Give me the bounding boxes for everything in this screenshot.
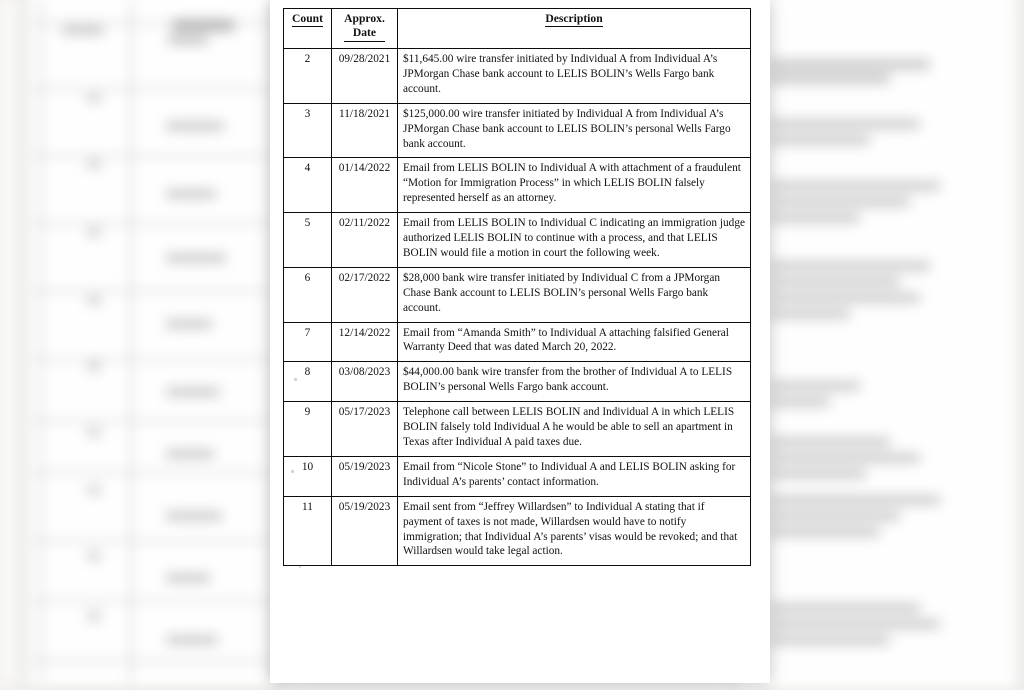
background-page-right	[738, 0, 1016, 690]
document-page	[270, 0, 770, 683]
table-row	[284, 402, 751, 457]
cell-count: 3	[284, 103, 332, 158]
cell-description: $11,645.00 wire transfer initiated by Individual A from Individual A’s JPMorgan Chase bank account to LELIS BOLIN’s Wells Fargo bank account.	[398, 48, 751, 103]
background-document-left	[0, 0, 300, 683]
table-row	[284, 456, 751, 496]
cell-date: 05/17/2023	[332, 402, 398, 457]
cell-date: 01/14/2022	[332, 158, 398, 213]
cell-description: Telephone call between LELIS BOLIN and Individual A in which LELIS BOLIN falsely told Individual A he would be able to sell an apartment in Texas after Individual A paid taxes due.	[398, 402, 751, 457]
cell-date: 12/14/2022	[332, 322, 398, 362]
cell-count: 2	[284, 48, 332, 103]
table-row	[284, 362, 751, 402]
cell-description: Email sent from “Jeffrey Willardsen” to Individual A stating that if payment of taxes is not made, Willardsen would have to notify immigration; that Individual A’s parents’ visas would be revoked; and that Willardsen would take legal action.	[398, 496, 751, 566]
cell-count: 5	[284, 213, 332, 268]
table-header-row	[284, 9, 751, 49]
column-header-date	[332, 9, 398, 49]
cell-date: 02/11/2022	[332, 213, 398, 268]
cell-description: Email from LELIS BOLIN to Individual A with attachment of a fraudulent “Motion for Immigration Process” in which LELIS BOLIN falsely represented herself as an attorney.	[398, 158, 751, 213]
cell-date: 05/19/2023	[332, 456, 398, 496]
cell-count: 4	[284, 158, 332, 213]
cell-count: 7	[284, 322, 332, 362]
cell-description: $125,000.00 wire transfer initiated by Individual A from Individual A’s JPMorgan Chase bank account to LELIS BOLIN’s personal Wells Fargo bank account.	[398, 103, 751, 158]
table-row	[284, 158, 751, 213]
table-row	[284, 48, 751, 103]
cell-date: 11/18/2021	[332, 103, 398, 158]
background-page-left	[28, 0, 278, 688]
cell-date: 02/17/2022	[332, 267, 398, 322]
table-row	[284, 267, 751, 322]
column-header-count	[284, 9, 332, 49]
cell-description: $44,000.00 bank wire transfer from the brother of Individual A to LELIS BOLIN’s personal Wells Fargo bank account.	[398, 362, 751, 402]
cell-description: Email from LELIS BOLIN to Individual C indicating an immigration judge authorized LELIS BOLIN to continue with a process, and that LELIS BOLIN would file a motion in court the following week.	[398, 213, 751, 268]
column-header-date-label	[344, 12, 385, 42]
table-row	[284, 103, 751, 158]
counts-table	[283, 8, 751, 566]
cell-date: 05/19/2023	[332, 496, 398, 566]
cell-date: 03/08/2023	[332, 362, 398, 402]
cell-count: 9	[284, 402, 332, 457]
table-row	[284, 496, 751, 566]
cell-count: 11	[284, 496, 332, 566]
column-header-date-line1: Approx.	[344, 12, 385, 25]
table-body	[284, 48, 751, 565]
cell-count: 8	[284, 362, 332, 402]
column-header-description	[398, 9, 751, 49]
cell-count: 10	[284, 456, 332, 496]
cell-count: 6	[284, 267, 332, 322]
cell-date: 09/28/2021	[332, 48, 398, 103]
table-row	[284, 213, 751, 268]
table-row	[284, 322, 751, 362]
cell-description: Email from “Amanda Smith” to Individual A attaching falsified General Warranty Deed that was dated March 20, 2022.	[398, 322, 751, 362]
table-header	[284, 9, 751, 49]
column-header-description-label: Description	[545, 12, 602, 27]
cell-description: $28,000 bank wire transfer initiated by Individual C from a JPMorgan Chase Bank account to LELIS BOLIN’s personal Wells Fargo bank account.	[398, 267, 751, 322]
column-header-count-label: Count	[292, 12, 323, 27]
column-header-date-line2: Date	[352, 26, 377, 40]
cell-description: Email from “Nicole Stone” to Individual A and LELIS BOLIN asking for Individual A’s parents’ contact information.	[398, 456, 751, 496]
